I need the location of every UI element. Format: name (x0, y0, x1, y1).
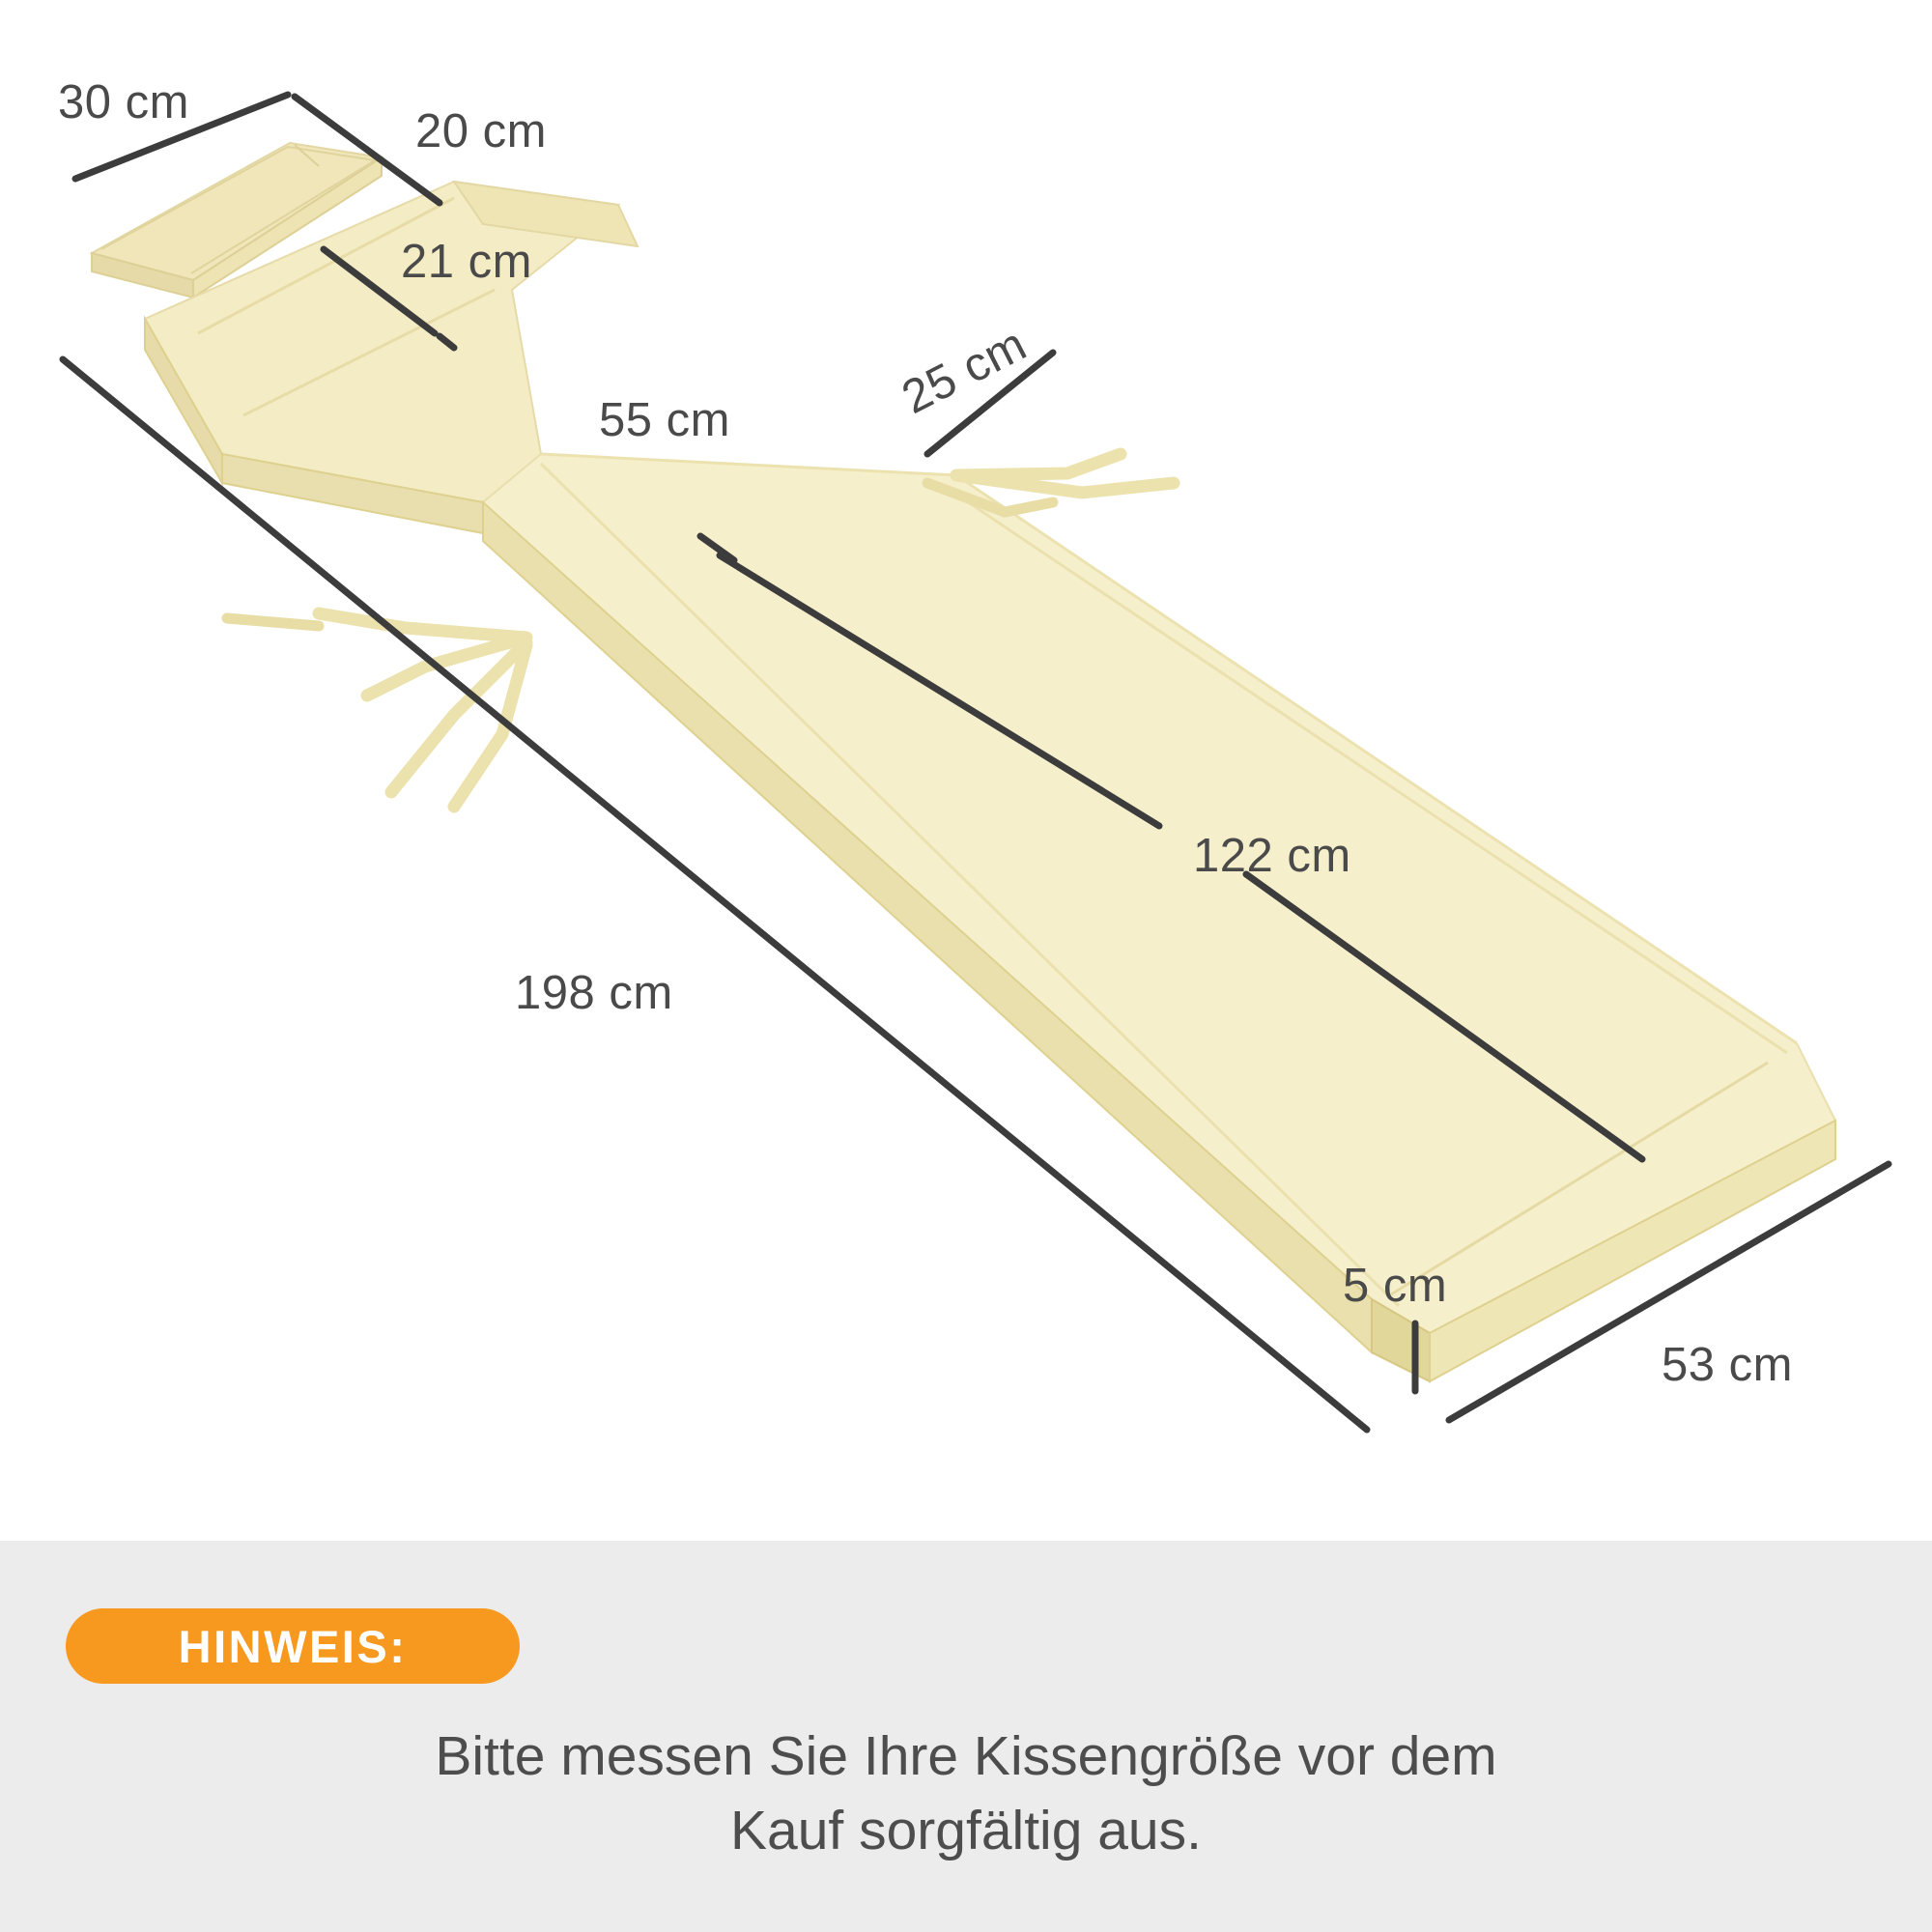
dimension-label-thickness: 5 cm (1343, 1260, 1448, 1312)
dimension-label-headrest-depth: 20 cm (415, 105, 547, 157)
note-text-line-1: Bitte messen Sie Ihre Kissengröße vor dem (435, 1725, 1497, 1787)
seat-section (483, 454, 1835, 1381)
dimension-label-width: 53 cm (1662, 1339, 1793, 1391)
note-badge (66, 1608, 520, 1684)
dimension-label-total-length: 198 cm (515, 967, 673, 1019)
dimension-label-backrest-length: 55 cm (599, 394, 730, 446)
note-text (0, 1719, 1932, 1868)
dimension-label-tie-length: 25 cm (894, 318, 1036, 425)
dimension-label-headrest-width: 30 cm (58, 76, 189, 128)
note-badge-label: HINWEIS: (178, 1620, 408, 1672)
note-bar (0, 1541, 1932, 1932)
dimension-label-headrest-height: 21 cm (401, 236, 532, 288)
dimension-label-seat-length: 122 cm (1193, 830, 1351, 882)
note-text-line-2: Kauf sorgfältig aus. (730, 1799, 1202, 1861)
